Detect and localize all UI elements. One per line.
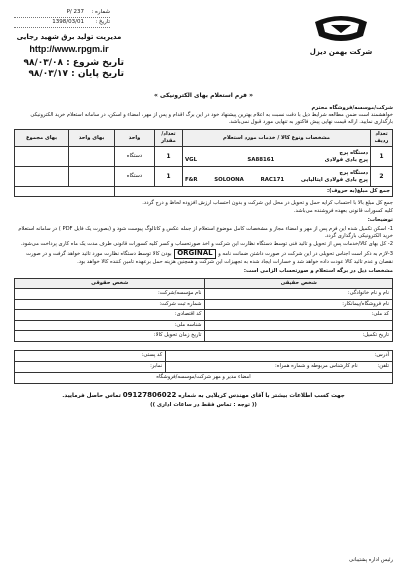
support-office-signature: رئیس اداره پشتیبانی (349, 556, 393, 563)
real-field[interactable]: نام فروشگاه/پیمانکار: (205, 299, 393, 310)
management-block (14, 33, 124, 56)
row-no: 1 (371, 147, 393, 167)
office-hours-note: (( توجه : تماس فقط در ساعات اداری )) (150, 402, 257, 409)
row-no: 2 (371, 167, 393, 187)
bahman-logo-icon (311, 12, 371, 46)
item-detail: پرچ بادی فولادی ایتالیایی (300, 176, 368, 183)
start-date: تاریخ شروع : ۹۸/۰۳/۰۸ (23, 58, 124, 68)
row-total-price[interactable] (15, 167, 69, 187)
item-name: دستگاه پرچ (339, 149, 368, 156)
inquiry-dates (14, 58, 124, 81)
table-row (15, 310, 393, 321)
legal-field[interactable]: تاریخ زمان تحویل کالا: (15, 331, 205, 342)
company-logo (301, 12, 381, 57)
table-row (15, 350, 393, 361)
item-code-a: VGL (185, 156, 198, 163)
row-unit: دستگاه (115, 147, 155, 167)
row-unit-price[interactable] (69, 147, 115, 167)
legal-field[interactable]: نام مؤسسه/شرکت: (15, 289, 205, 300)
signature-field[interactable]: امضاء مدیر و مهر شرکت/موسسه/فروشگاه (15, 372, 393, 383)
note-item-1: 1- اسکن تکمیل شده این فرم پس از مهر و امضاء مجاز و مشخصات کامل موضوع استعلام از جمله عکس و کاتالوگ پیوست شود و (بصورت یک فایل PDF ) در سامانه استعلام خرید الکترونیکی بارگذاری گردد. (18, 225, 393, 239)
col-real-person: شخص حقیقی (205, 278, 393, 289)
intro (14, 105, 393, 126)
row-qty: 1 (155, 147, 183, 167)
note-item-2: 2- کل بهای کالا/خدمات پس از تحویل و تائید فنی توسط دستگاه نظارت این شرکت و اخذ صورتحساب و کسر کلیه کسورات قانونی طرف مدت یک ماه کاری پرداخت می‌شود. (20, 240, 393, 247)
party-section-title: مشخصات ذیل در برگه استعلام و صورتحساب الزامی است: (243, 267, 393, 274)
item-name: دستگاه پرچ (339, 169, 368, 176)
intro-body: خواهشمند است ضمن مطالعه شرایط ذیل با دقت نسبت به اعلام بهترین پیشنهاد خود در این برگ اقدام و پس از مهر، امضاء و اسکن، در سامانه استعلام خرید الکترونیکی بارگذاری نمایید. ارائه قیمت نهایی پیش فاکتور به تنهایی مورد قبول نمی‌باشد. (30, 112, 393, 126)
col-unit-price: بهای واحد (69, 130, 115, 147)
item-code-c: RAC171 (260, 176, 285, 183)
real-field[interactable]: کد ملی: (205, 310, 393, 321)
items-table (14, 129, 393, 197)
contact-note: جهت کسب اطلاعات بیشتر با آقای مهندس کربلایی به شماره 09127806022 تماس حاصل فرمایید. (62, 390, 345, 399)
ref-date-label: تاریخ : (95, 18, 110, 25)
row-spec (183, 167, 371, 187)
table-row (15, 147, 393, 167)
totals-row (15, 187, 393, 197)
col-row-no: تعداد ردیف (371, 130, 393, 147)
original-badge: ORGINAL (174, 249, 215, 259)
ref-number-label: شماره : (91, 8, 110, 15)
row-unit-price[interactable] (69, 167, 115, 187)
table-row (15, 320, 393, 331)
table-row (15, 299, 393, 310)
address-table (14, 350, 393, 384)
col-legal-person: شخص حقوقی (15, 278, 205, 289)
phone-field[interactable]: تلفن: نام کارشناس مربوطه و شماره همراه: (166, 361, 393, 372)
company-name: شرکت بهمن دیزل (309, 48, 373, 56)
management-title: مدیریت تولید برق شهید رجایی (16, 33, 122, 41)
item-detail: پرچ بادی فولادی (324, 156, 368, 163)
ref-date-value: 1398/03/01 (52, 18, 84, 25)
website-link[interactable]: http://www.rpgm.ir (29, 44, 109, 55)
contact-phone[interactable]: 09127806022 (122, 390, 177, 399)
note-line-2: کلیه کسورات قانونی بعهده فروشنده می‌باشد. (293, 208, 393, 215)
row-spec (183, 147, 371, 167)
reference-box (14, 8, 110, 28)
row-qty: 1 (155, 167, 183, 187)
notes-heading: توضیحات: (367, 217, 393, 224)
notes (14, 200, 393, 266)
item-code-b: SOLOONA (214, 176, 244, 183)
real-field[interactable]: نام و نام خانوادگی: (205, 289, 393, 300)
col-qty: تعداد/ مقدار (155, 130, 183, 147)
legal-field[interactable]: شماره ثبت شرکت: (15, 299, 205, 310)
form-title: « فرم استعلام بهای الکترونیکی » (154, 92, 253, 99)
table-row (15, 167, 393, 187)
row-total-price[interactable] (15, 147, 69, 167)
table-row (15, 372, 393, 383)
end-date: تاریخ پایان : ۹۸/۰۳/۱۷ (28, 69, 124, 80)
note-line-1: جمع کل مبلغ بالا با احتساب کرایه حمل و تحویل در محل این شرکت و بدون احتساب ارزش افزوده لحاظ و درج گردد. (142, 200, 393, 207)
item-code-b: SA88161 (247, 156, 275, 163)
real-field[interactable] (205, 320, 393, 331)
greeting: شرکت/موسسه/فروشگاه محترم (311, 105, 393, 112)
col-spec: مشخصات ونوع کالا / خدمات مورد استعلام (183, 130, 371, 147)
table-row (15, 331, 393, 342)
legal-field[interactable]: شناسه ملی: (15, 320, 205, 331)
legal-field[interactable]: کد اقتصادی: (15, 310, 205, 321)
note-item-3: 3-لازم به ذکر است اجناس تحویلی در این شرکت در صورت داشتن ضمانت نامه و ORGINAL بودن کالا توسط دستگاه نظارت مورد تائید خواهد گرفت و در صورت نقصان و عدم تائید کالا عودت داده خواهد شد و خسارات ایجاد شده به تجهیزات این شرکت و همچنین هزینه حمل برعهده تامین کننده کالا خواهد بود. (26, 249, 393, 265)
row-unit: دستگاه (115, 167, 155, 187)
table-row (15, 361, 393, 372)
ref-number-value: P/ 237 (66, 8, 84, 15)
party-table (14, 278, 393, 342)
address-field[interactable]: آدرس: (166, 350, 393, 361)
item-code-a: F&R (185, 176, 198, 183)
table-row (15, 289, 393, 300)
real-field[interactable]: تاریخ تکمیل: (205, 331, 393, 342)
col-unit: واحد (115, 130, 155, 147)
col-total-price: بهای مجموع (15, 130, 69, 147)
postal-code-field[interactable]: کد پستی: (15, 350, 166, 361)
fax-field[interactable]: نمابر: (15, 361, 166, 372)
total-value[interactable] (15, 187, 115, 197)
total-label: جمع کل مبلغ(به حروف): (115, 187, 393, 197)
header (14, 8, 393, 88)
